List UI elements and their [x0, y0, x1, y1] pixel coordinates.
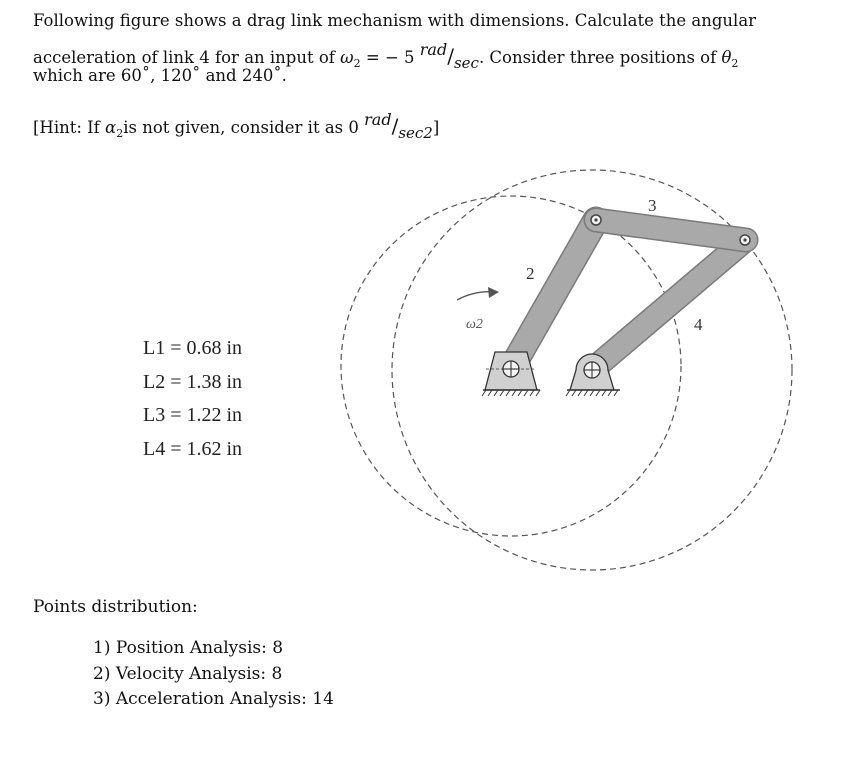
points-title: Points distribution:	[33, 597, 198, 617]
dimension-l4: L4 = 1.62 in	[143, 437, 243, 460]
link-3	[596, 220, 746, 240]
points-item-acceleration: 3) Acceleration Analysis: 14	[93, 689, 334, 709]
problem-line-3: which are 60˚, 120˚ and 240˚.	[33, 66, 287, 85]
link-2-label: 2	[526, 264, 535, 283]
unit-sec: sec	[453, 54, 479, 72]
dimension-l1: L1 = 0.68 in	[143, 337, 243, 359]
points-list	[93, 636, 334, 713]
problem-line-2: acceleration of link 4 for an input of $\omega_2$ = − 5 rad/sec. Consider three positions of $\theta_2$	[33, 40, 739, 72]
unit-rad: rad	[419, 40, 448, 59]
omega-2-label: ω2	[466, 317, 483, 332]
link-4-label: 4	[694, 315, 703, 334]
omega-arrowhead	[488, 287, 499, 298]
hint-line: [Hint: If $\alpha_2is$ not given, consider it as 0 rad/sec2]	[33, 110, 440, 142]
points-item-velocity: 2) Velocity Analysis: 8	[93, 663, 283, 684]
theta-symbol: θ	[721, 48, 732, 67]
omega-symbol: ω	[340, 48, 354, 67]
link-4	[592, 241, 744, 370]
dimension-l2: L2 = 1.38 in	[143, 370, 243, 393]
link-3-label: 3	[648, 196, 657, 215]
problem-line-1: Following figure shows a drag link mechanism with dimensions. Calculate the angular	[33, 11, 757, 30]
link-2	[511, 220, 596, 369]
points-item-position: 1) Position Analysis: 8	[93, 638, 284, 658]
dimension-list	[143, 332, 242, 466]
dimension-l3: L3 = 1.22 in	[143, 404, 243, 426]
alpha-symbol: α	[105, 118, 117, 137]
